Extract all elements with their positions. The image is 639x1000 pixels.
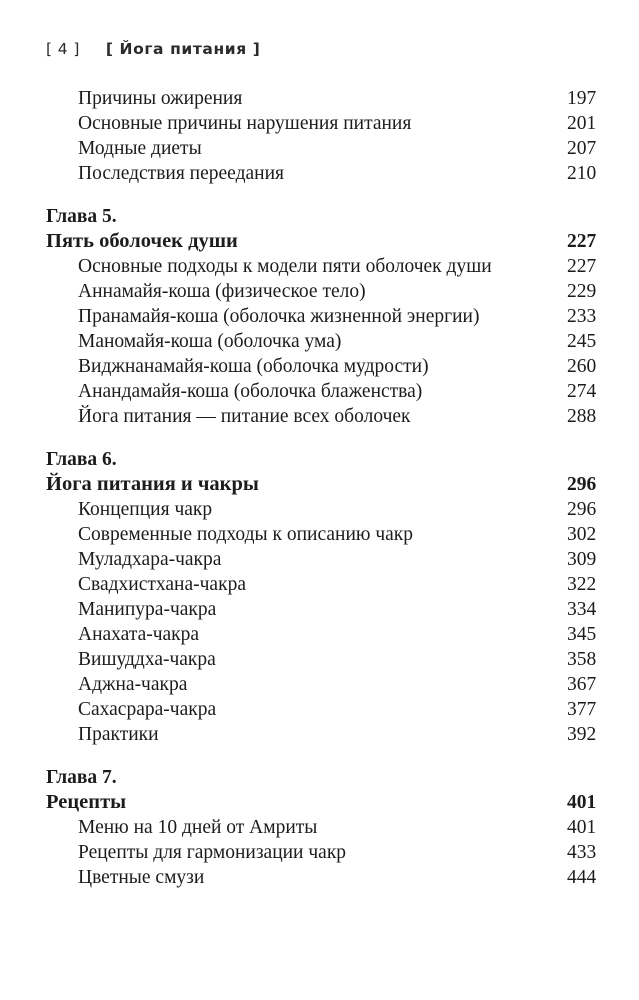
toc-entry[interactable] (0, 647, 639, 672)
toc-entry-label: Модные диеты (78, 138, 202, 159)
toc-chapter-number[interactable] (0, 765, 639, 790)
toc-entry-page-number: 296 (567, 499, 597, 520)
toc-chapter-number[interactable] (0, 204, 639, 229)
toc-entry-label: Виджнанамайя-коша (оболочка мудрости) (78, 356, 429, 377)
toc-entry-label: Аннамайя-коша (физическое тело) (78, 281, 366, 302)
toc-entry[interactable] (0, 497, 639, 522)
toc-entry[interactable] (0, 111, 639, 136)
toc-chapter-title[interactable] (0, 472, 639, 497)
toc-entry-page-number: 207 (567, 138, 597, 159)
toc-entry[interactable] (0, 722, 639, 747)
toc-chapter-number[interactable] (0, 447, 639, 472)
toc-entry-page-number: 444 (567, 867, 597, 888)
toc-entry-label: Муладхара-чакра (78, 549, 222, 570)
toc-entry[interactable] (0, 136, 639, 161)
toc-entry-label: Анахата-чакра (78, 624, 200, 645)
toc-entry-label: Основные причины нарушения питания (78, 113, 412, 134)
toc-entry-page-number: 392 (567, 724, 597, 745)
toc-entry[interactable] (0, 304, 639, 329)
toc-entry[interactable] (0, 672, 639, 697)
toc-entry[interactable] (0, 572, 639, 597)
section-spacer (0, 186, 639, 204)
toc-entry-page-number: 358 (567, 649, 597, 670)
toc-entry[interactable] (0, 354, 639, 379)
toc-entry-label: Причины ожирения (78, 88, 243, 109)
toc-entry-label: Основные подходы к модели пяти оболочек души (78, 256, 492, 277)
toc-entry-label: Концепция чакр (78, 499, 213, 520)
toc-entry[interactable] (0, 815, 639, 840)
toc-entry-page-number: 245 (567, 331, 597, 352)
toc-entry-page-number: 227 (567, 256, 597, 277)
toc-entry-page-number: 233 (567, 306, 597, 327)
toc-entry-label: Йога питания — питание всех оболочек (78, 406, 411, 427)
toc-entry-page-number: 227 (567, 231, 597, 252)
toc-entry-label: Йога питания и чакры (46, 473, 259, 495)
toc-entry-page-number: 401 (567, 792, 597, 813)
toc-entry-label: Практики (78, 724, 159, 745)
toc-entry[interactable] (0, 254, 639, 279)
toc-entry-label: Маномайя-коша (оболочка ума) (78, 331, 342, 352)
toc-entry-page-number: 296 (567, 474, 597, 495)
toc-entry-label: Пять оболочек души (46, 230, 238, 252)
page-folio: [ 4 ] (46, 40, 80, 58)
toc-entry-label: Меню на 10 дней от Амриты (78, 817, 318, 838)
toc-entry-page-number: 309 (567, 549, 597, 570)
toc-entry-label: Глава 6. (46, 449, 117, 470)
section-spacer (0, 429, 639, 447)
toc-chapter-title[interactable] (0, 790, 639, 815)
toc-entry-label: Сахасрара-чакра (78, 699, 217, 720)
toc-entry-page-number: 345 (567, 624, 597, 645)
toc-entry-label: Анандамайя-коша (оболочка блаженства) (78, 381, 423, 402)
toc-entry-label: Глава 5. (46, 206, 117, 227)
toc-entry-page-number: 302 (567, 524, 597, 545)
toc-entry[interactable] (0, 547, 639, 572)
toc-entry-page-number: 288 (567, 406, 597, 427)
toc-entry-page-number: 367 (567, 674, 597, 695)
toc-entry[interactable] (0, 840, 639, 865)
toc-entry-label: Пранамайя-коша (оболочка жизненной энергии) (78, 306, 480, 327)
toc-entry-page-number: 377 (567, 699, 597, 720)
toc-entry-page-number: 334 (567, 599, 597, 620)
toc-entry[interactable] (0, 697, 639, 722)
toc-entry-label: Рецепты (46, 791, 127, 813)
toc-entry-label: Цветные смузи (78, 867, 205, 888)
toc-entry-page-number: 433 (567, 842, 597, 863)
toc-entry[interactable] (0, 86, 639, 111)
toc-entry-page-number: 229 (567, 281, 597, 302)
running-header (46, 40, 260, 58)
toc-entry[interactable] (0, 279, 639, 304)
toc-entry-page-number: 274 (567, 381, 597, 402)
toc-entry[interactable] (0, 329, 639, 354)
toc-entry-page-number: 210 (567, 163, 597, 184)
toc-entry[interactable] (0, 161, 639, 186)
toc-entry-label: Вишуддха-чакра (78, 649, 216, 670)
section-spacer (0, 747, 639, 765)
toc-chapter-title[interactable] (0, 229, 639, 254)
toc-entry-label: Глава 7. (46, 767, 117, 788)
toc-entry-page-number: 197 (567, 88, 597, 109)
toc-entry[interactable] (0, 522, 639, 547)
table-of-contents (0, 86, 639, 890)
book-title: [ Йога питания ] (105, 40, 261, 58)
toc-entry-label: Современные подходы к описанию чакр (78, 524, 414, 545)
toc-entry-page-number: 260 (567, 356, 597, 377)
toc-entry-page-number: 322 (567, 574, 597, 595)
toc-entry[interactable] (0, 597, 639, 622)
toc-entry-label: Последствия переедания (78, 163, 284, 184)
toc-entry[interactable] (0, 865, 639, 890)
toc-entry-label: Рецепты для гармонизации чакр (78, 842, 347, 863)
toc-entry-page-number: 201 (567, 113, 597, 134)
toc-entry-page-number: 401 (567, 817, 597, 838)
toc-entry[interactable] (0, 404, 639, 429)
toc-entry-label: Аджна-чакра (78, 674, 188, 695)
toc-entry[interactable] (0, 622, 639, 647)
toc-entry[interactable] (0, 379, 639, 404)
toc-entry-label: Манипура-чакра (78, 599, 217, 620)
toc-entry-label: Свадхистхана-чакра (78, 574, 246, 595)
